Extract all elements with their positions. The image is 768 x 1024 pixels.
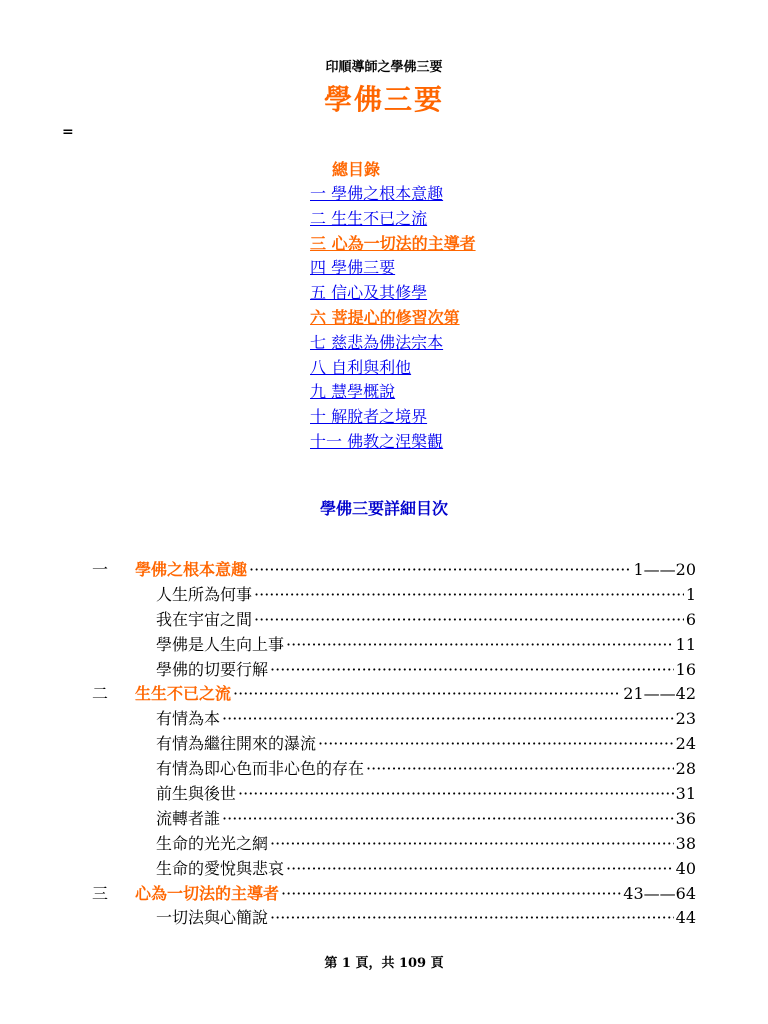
row-label — [156, 608, 696, 633]
leader-dots — [286, 633, 674, 658]
page-footer: 第 1 頁，共 109 頁 — [324, 956, 444, 971]
row-label — [135, 558, 696, 583]
leader-dots — [270, 658, 674, 683]
row-title: 人生所為何事 — [156, 584, 253, 604]
row-title: 心為一切法的主導者 — [135, 883, 280, 903]
toc-link-10[interactable]: 十 解脫者之境界 — [310, 407, 428, 427]
toc-item — [310, 405, 476, 430]
subsection-row — [0, 757, 768, 782]
toc-link-6[interactable]: 六 菩提心的修習次第 — [310, 307, 460, 327]
toc-item — [310, 356, 476, 381]
subsection-row — [0, 732, 768, 757]
row-label — [156, 707, 696, 732]
row-label — [156, 857, 696, 882]
page-number: 1 — [685, 584, 696, 604]
page-number: 43——64 — [623, 883, 696, 903]
page-number: 16 — [675, 659, 696, 679]
toc-item — [310, 256, 476, 281]
leader-dots — [249, 558, 631, 583]
toc-heading: 總目錄 — [332, 160, 381, 179]
section-number: 三 — [92, 883, 109, 903]
toc-link-5[interactable]: 五 信心及其修學 — [310, 283, 428, 303]
toc-item — [310, 380, 476, 405]
row-label — [156, 732, 696, 757]
row-title: 生命的光光之網 — [156, 833, 269, 853]
section-row — [0, 882, 768, 907]
leader-dots — [281, 882, 621, 907]
page-number: 21——42 — [623, 684, 696, 704]
row-label — [156, 832, 696, 857]
page-number: 23 — [675, 709, 696, 729]
leader-dots — [270, 832, 674, 857]
row-title: 有情為即心色而非心色的存在 — [156, 759, 365, 779]
toc-item — [310, 182, 476, 207]
leader-dots — [270, 906, 674, 931]
page-number: 44 — [675, 908, 696, 928]
subsection-row — [0, 832, 768, 857]
subsection-row — [0, 857, 768, 882]
section-row — [0, 682, 768, 707]
leader-dots — [233, 682, 621, 707]
row-title: 學佛的切要行解 — [156, 659, 269, 679]
section-number: 一 — [92, 560, 109, 579]
toc-link-4[interactable]: 四 學佛三要 — [310, 258, 396, 278]
stray-mark: = — [62, 124, 74, 140]
row-label — [156, 583, 696, 608]
row-title: 生命的愛悅與悲哀 — [156, 858, 285, 878]
page-number: 31 — [675, 784, 696, 804]
toc-link-1[interactable]: 一 學佛之根本意趣 — [310, 184, 444, 203]
toc-item — [310, 207, 476, 232]
leader-dots — [254, 608, 684, 633]
row-label — [156, 757, 696, 782]
subsection-row — [0, 782, 768, 807]
row-title: 學佛是人生向上事 — [156, 634, 285, 654]
section-number: 二 — [92, 684, 109, 704]
row-label — [156, 782, 696, 807]
document-title: 學佛三要 — [323, 83, 444, 116]
subsection-row — [0, 583, 768, 608]
row-label — [135, 682, 696, 707]
toc-link-3[interactable]: 三 心為一切法的主導者 — [310, 233, 476, 253]
page-number: 38 — [675, 833, 696, 853]
leader-dots — [222, 707, 674, 732]
row-title: 學佛之根本意趣 — [135, 560, 248, 579]
leader-dots — [286, 857, 674, 882]
row-label — [156, 658, 696, 683]
row-title: 有情為繼往開來的瀑流 — [156, 734, 317, 754]
subsection-row — [0, 707, 768, 732]
row-label — [156, 807, 696, 832]
subsection-row — [0, 807, 768, 832]
subsection-row — [0, 906, 768, 931]
toc-link-7[interactable]: 七 慈悲為佛法宗本 — [310, 332, 444, 352]
row-label — [156, 633, 696, 658]
detail-heading: 學佛三要詳細目次 — [319, 499, 448, 518]
toc-list — [310, 182, 476, 455]
toc-item — [310, 306, 476, 331]
page-number: 1——20 — [633, 560, 696, 579]
toc-link-11[interactable]: 十一 佛教之涅槃觀 — [310, 431, 444, 451]
row-title: 生生不已之流 — [135, 684, 232, 704]
section-row — [0, 558, 768, 583]
page-number: 36 — [675, 808, 696, 828]
subsection-row — [0, 658, 768, 683]
toc-item — [310, 232, 476, 257]
toc-link-8[interactable]: 八 自利與利他 — [310, 357, 412, 377]
row-title: 我在宇宙之間 — [156, 609, 253, 629]
leader-dots — [318, 732, 674, 757]
toc-link-9[interactable]: 九 慧學概說 — [310, 382, 396, 402]
row-title: 一切法與心簡說 — [156, 908, 269, 928]
page-number: 6 — [685, 609, 696, 629]
toc-item — [310, 430, 476, 455]
document-subtitle: 印順導師之學佛三要 — [325, 60, 443, 75]
page-number: 24 — [675, 734, 696, 754]
row-label — [156, 906, 696, 931]
toc-link-2[interactable]: 二 生生不已之流 — [310, 208, 428, 228]
leader-dots — [254, 583, 684, 608]
toc-item — [310, 331, 476, 356]
leader-dots — [366, 757, 674, 782]
row-label — [135, 882, 696, 907]
row-title: 有情為本 — [156, 709, 221, 729]
detail-contents — [0, 558, 768, 931]
subsection-row — [0, 608, 768, 633]
toc-item — [310, 281, 476, 306]
row-title: 前生與後世 — [156, 784, 237, 804]
row-title: 流轉者誰 — [156, 808, 221, 828]
page-number: 11 — [675, 634, 696, 654]
page-number: 28 — [675, 759, 696, 779]
leader-dots — [238, 782, 674, 807]
page-number: 40 — [675, 858, 696, 878]
subsection-row — [0, 633, 768, 658]
leader-dots — [222, 807, 674, 832]
